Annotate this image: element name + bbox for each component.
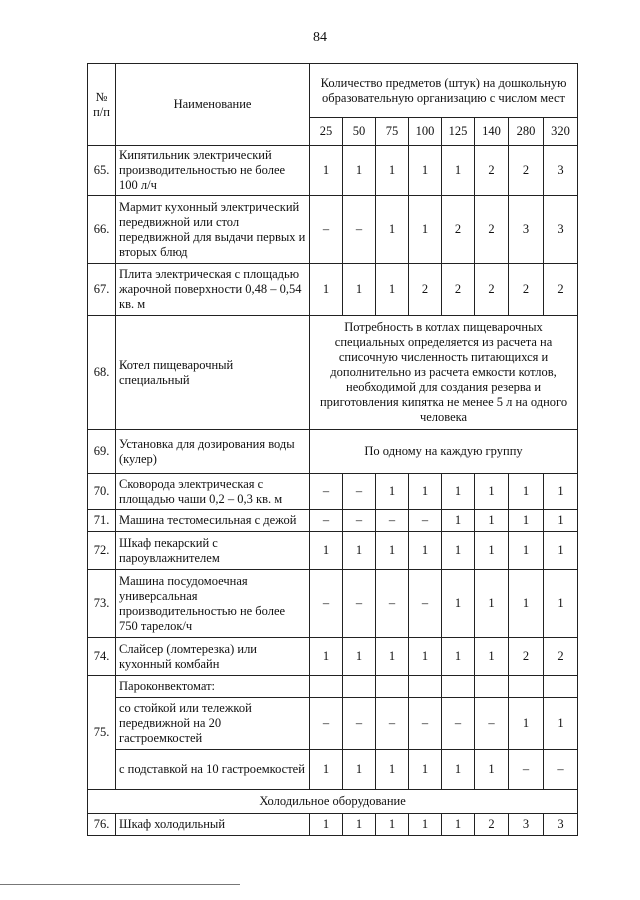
row-value: – [310, 196, 343, 264]
row-value: 1 [376, 146, 409, 196]
table-row [88, 814, 578, 836]
row-value: 1 [409, 196, 442, 264]
row-name: Слайсер (ломтерезка) или кухонный комбайн [116, 638, 310, 676]
row-value: 1 [343, 814, 376, 836]
table-body [88, 146, 578, 836]
table-row [88, 676, 578, 698]
row-value: 1 [409, 750, 442, 790]
row-value: 1 [509, 698, 544, 750]
row-value: 1 [310, 264, 343, 316]
row-value: 2 [475, 814, 509, 836]
row-value: 1 [475, 750, 509, 790]
row-value: 1 [376, 264, 409, 316]
header-capacity-140: 140 [475, 118, 509, 146]
row-value-empty [442, 676, 475, 698]
row-name: Пароконвектомат: [116, 676, 310, 698]
row-value: 1 [343, 750, 376, 790]
row-value: 1 [376, 638, 409, 676]
page-number: 84 [313, 30, 327, 45]
table-subrow [88, 698, 578, 750]
row-value: – [409, 570, 442, 638]
row-name: Шкаф холодильный [116, 814, 310, 836]
row-value-empty [475, 676, 509, 698]
row-name: со стойкой или тележкой передвижной на 20 гастроемкостей [116, 698, 310, 750]
row-value: 1 [376, 474, 409, 510]
table-row [88, 532, 578, 570]
row-value: – [409, 698, 442, 750]
row-value: 1 [509, 532, 544, 570]
row-value: 1 [310, 814, 343, 836]
row-value: 1 [475, 638, 509, 676]
row-value: 1 [310, 750, 343, 790]
row-value: 1 [475, 570, 509, 638]
row-value: – [509, 750, 544, 790]
row-value: 1 [376, 750, 409, 790]
row-name: Шкаф пекарский с пароувлажнителем [116, 532, 310, 570]
row-value: 1 [475, 510, 509, 532]
row-value: 1 [376, 814, 409, 836]
row-value: 2 [475, 264, 509, 316]
row-value: 1 [409, 814, 442, 836]
table-row [88, 510, 578, 532]
row-value: 1 [544, 532, 578, 570]
row-value: 1 [409, 638, 442, 676]
table-row [88, 264, 578, 316]
row-value: 1 [376, 532, 409, 570]
header-capacity-125: 125 [442, 118, 475, 146]
row-value: 1 [475, 532, 509, 570]
row-value-empty [376, 676, 409, 698]
row-value: – [310, 474, 343, 510]
header-capacity-320: 320 [544, 118, 578, 146]
row-name: Машина посудомоечная универсальная производительностью не более 750 тарелок/ч [116, 570, 310, 638]
row-value-empty [310, 676, 343, 698]
row-value: 2 [475, 196, 509, 264]
row-number: 76. [88, 814, 116, 836]
table-row [88, 638, 578, 676]
row-name: с подставкой на 10 гастроемкостей [116, 750, 310, 790]
row-value: 1 [509, 570, 544, 638]
header-num: № п/п [88, 64, 116, 146]
row-value: 3 [509, 814, 544, 836]
row-value: 1 [442, 532, 475, 570]
row-value-empty [544, 676, 578, 698]
row-value: – [442, 698, 475, 750]
row-value: 1 [343, 638, 376, 676]
row-value: 1 [509, 510, 544, 532]
row-number: 73. [88, 570, 116, 638]
row-value: 1 [310, 146, 343, 196]
row-value: 3 [544, 146, 578, 196]
row-value-empty [343, 676, 376, 698]
row-value: 1 [343, 532, 376, 570]
row-value: 2 [442, 196, 475, 264]
header-capacity-50: 50 [343, 118, 376, 146]
section-title: Холодильное оборудование [88, 790, 578, 814]
table-row [88, 196, 578, 264]
row-value: 1 [544, 698, 578, 750]
table-row [88, 146, 578, 196]
row-value: 2 [509, 146, 544, 196]
row-value: 3 [544, 196, 578, 264]
row-name: Установка для дозирования воды (кулер) [116, 430, 310, 474]
header-capacity-100: 100 [409, 118, 442, 146]
row-note: По одному на каждую группу [310, 430, 578, 474]
row-value: 2 [544, 264, 578, 316]
row-value: 2 [509, 638, 544, 676]
row-value: 2 [544, 638, 578, 676]
row-value: – [310, 510, 343, 532]
row-value: 1 [409, 146, 442, 196]
row-value: – [343, 698, 376, 750]
row-value: – [409, 510, 442, 532]
row-value: – [343, 510, 376, 532]
row-name: Котел пищеварочный специальный [116, 316, 310, 430]
footer-rule [0, 884, 240, 885]
row-number: 70. [88, 474, 116, 510]
row-value: – [310, 570, 343, 638]
row-value: 1 [442, 638, 475, 676]
row-number: 67. [88, 264, 116, 316]
row-name: Мармит кухонный электрический передвижной или стол передвижной для выдачи первых и вторых блюд [116, 196, 310, 264]
row-value: 1 [442, 570, 475, 638]
row-value: 2 [509, 264, 544, 316]
row-value: 1 [442, 814, 475, 836]
row-value: 2 [475, 146, 509, 196]
row-number: 69. [88, 430, 116, 474]
row-value: 1 [544, 510, 578, 532]
row-value: – [343, 196, 376, 264]
row-value: 1 [544, 474, 578, 510]
row-value: 1 [310, 532, 343, 570]
table-subrow [88, 750, 578, 790]
row-value: 1 [376, 196, 409, 264]
row-name: Плита электрическая с площадью жарочной поверхности 0,48 – 0,54 кв. м [116, 264, 310, 316]
row-value: – [343, 474, 376, 510]
row-number: 71. [88, 510, 116, 532]
row-value: – [376, 510, 409, 532]
row-value: 1 [409, 474, 442, 510]
row-value-empty [509, 676, 544, 698]
row-value: – [343, 570, 376, 638]
equipment-table [87, 63, 578, 836]
table-row [88, 570, 578, 638]
row-value: 1 [544, 570, 578, 638]
row-value: 1 [442, 750, 475, 790]
row-name: Машина тестомесильная с дежой [116, 510, 310, 532]
section-row [88, 790, 578, 814]
table-row [88, 474, 578, 510]
row-note: Потребность в котлах пищеварочных специальных определяется из расчета на списочную численность питающихся и дополнительно из расчета емкости котлов, необходимой для создания резерва и приготовления кипятка не менее 5 л на одного человека [310, 316, 578, 430]
row-number: 66. [88, 196, 116, 264]
row-value: 3 [544, 814, 578, 836]
row-value: 1 [442, 474, 475, 510]
row-name: Кипятильник электрический производительностью не более 100 л/ч [116, 146, 310, 196]
row-value: 1 [343, 264, 376, 316]
row-value: 1 [442, 510, 475, 532]
row-value: – [310, 698, 343, 750]
header-capacity-280: 280 [509, 118, 544, 146]
row-value: 2 [409, 264, 442, 316]
row-value: 1 [509, 474, 544, 510]
row-name: Сковорода электрическая с площадью чаши 0,2 – 0,3 кв. м [116, 474, 310, 510]
header-capacity-75: 75 [376, 118, 409, 146]
row-value: – [376, 698, 409, 750]
row-number: 65. [88, 146, 116, 196]
row-value: 2 [442, 264, 475, 316]
header-capacity-group: Количество предметов (штук) на дошкольную образовательную организацию с числом мест [310, 64, 578, 118]
row-value: 1 [310, 638, 343, 676]
row-number: 75. [88, 676, 116, 790]
row-number: 74. [88, 638, 116, 676]
header-name: Наименование [116, 64, 310, 146]
row-value: – [544, 750, 578, 790]
table-row [88, 430, 578, 474]
row-value: – [475, 698, 509, 750]
row-value: – [376, 570, 409, 638]
row-value: 1 [343, 146, 376, 196]
header-capacity-25: 25 [310, 118, 343, 146]
row-number: 72. [88, 532, 116, 570]
row-value: 1 [409, 532, 442, 570]
table-row [88, 316, 578, 430]
row-value: 1 [442, 146, 475, 196]
row-value: 1 [475, 474, 509, 510]
row-number: 68. [88, 316, 116, 430]
row-value-empty [409, 676, 442, 698]
row-value: 3 [509, 196, 544, 264]
